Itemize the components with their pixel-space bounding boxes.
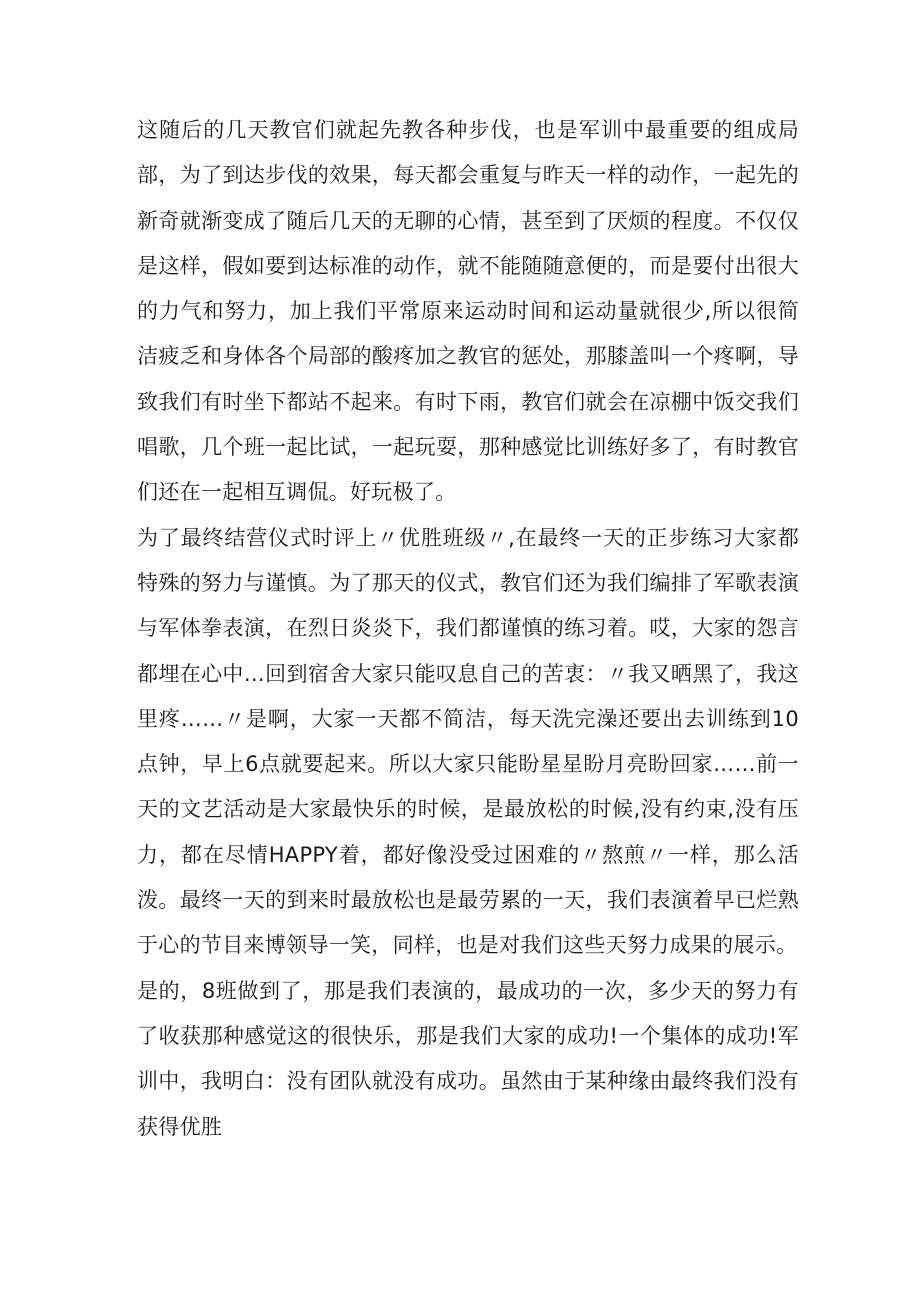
document-body <box>137 108 799 1150</box>
paragraph-1: 这随后的几天教官们就起先教各种步伐，也是军训中最重要的组成局部，为了到达步伐的效果，每天都会重复与昨天一样的动作，一起先的新奇就渐变成了随后几天的无聊的心情，甚至到了厌烦的程度。不仅仅是这样，假如要到达标准的动作，就不能随随意便的，而是要付出很大的力气和努力，加上我们平常原来运动时间和运动量就很少,所以很简洁疲乏和身体各个局部的酸疼加之教官的惩处，那膝盖叫一个疼啊，导致我们有时坐下都站不起来。有时下雨，教官们就会在凉棚中饭交我们唱歌，几个班一起比试，一起玩耍，那种感觉比训练好多了，有时教官们还在一起相互调侃。好玩极了。 <box>137 118 799 505</box>
paragraph-2: 为了最终结营仪式时评上〃优胜班级〃,在最终一天的正步练习大家都特殊的努力与谨慎。为了那天的仪式，教官们还为我们编排了军歌表演与军体拳表演，在烈日炎炎下，我们都谨慎的练习着。哎，大家的怨言都埋在心中…回到宿舍大家只能叹息自己的苦衷：〃我又晒黑了，我这里疼……〃是啊，大家一天都不简洁，每天洗完澡还要出去训练到10点钟，早上6点就要起来。所以大家只能盼星星盼月亮盼回家……前一天的文艺活动是大家最快乐的时候，是最放松的时候,没有约束,没有压力，都在尽情HAPPY着，都好像没受过困难的〃熬煎〃一样，那么活泼。最终一天的到来时最放松也是最劳累的一天，我们表演着早已烂熟于心的节目来博领导一笑，同样，也是对我们这些天努力成果的展示。 <box>137 525 799 958</box>
paragraph-3: 是的，8班做到了，那是我们表演的，最成功的一次，多少天的努力有了收获那种感觉这的很快乐，那是我们大家的成功!一个集体的成功!军训中，我明白：没有团队就没有成功。虽然由于某种缘由最终我们没有获得优胜 <box>137 978 799 1139</box>
